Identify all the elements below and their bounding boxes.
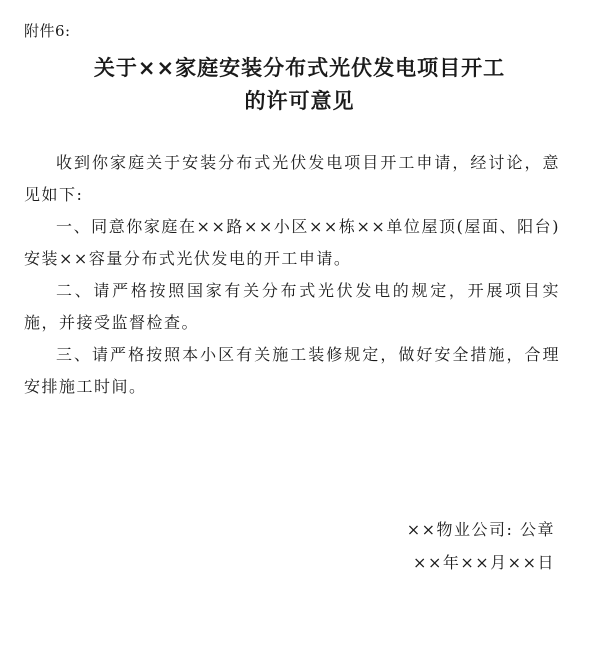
document-title-line-1: 关于××家庭安装分布式光伏发电项目开工: [93, 56, 506, 80]
document-body: [24, 147, 560, 403]
signature-company: ××物业公司: 公章: [406, 520, 555, 539]
signature-date: ××年××月××日: [413, 553, 555, 572]
paragraph-item-1: 一、同意你家庭在××路××小区××栋××单位屋顶(屋面、阳台)安装××容量分布式光伏发电的开工申请。: [24, 217, 560, 268]
attachment-label: 附件6:: [24, 22, 71, 40]
paragraph-item-2: 二、请严格按照国家有关分布式光伏发电的规定，开展项目实施，并接受监督检查。: [24, 281, 560, 332]
document-title-line-2: 的许可意见: [244, 89, 355, 113]
paragraph-item-3: 三、请严格按照本小区有关施工装修规定，做好安全措施，合理安排施工时间。: [24, 345, 560, 396]
paragraph-intro: 收到你家庭关于安装分布式光伏发电项目开工申请，经讨论，意见如下:: [24, 153, 560, 204]
